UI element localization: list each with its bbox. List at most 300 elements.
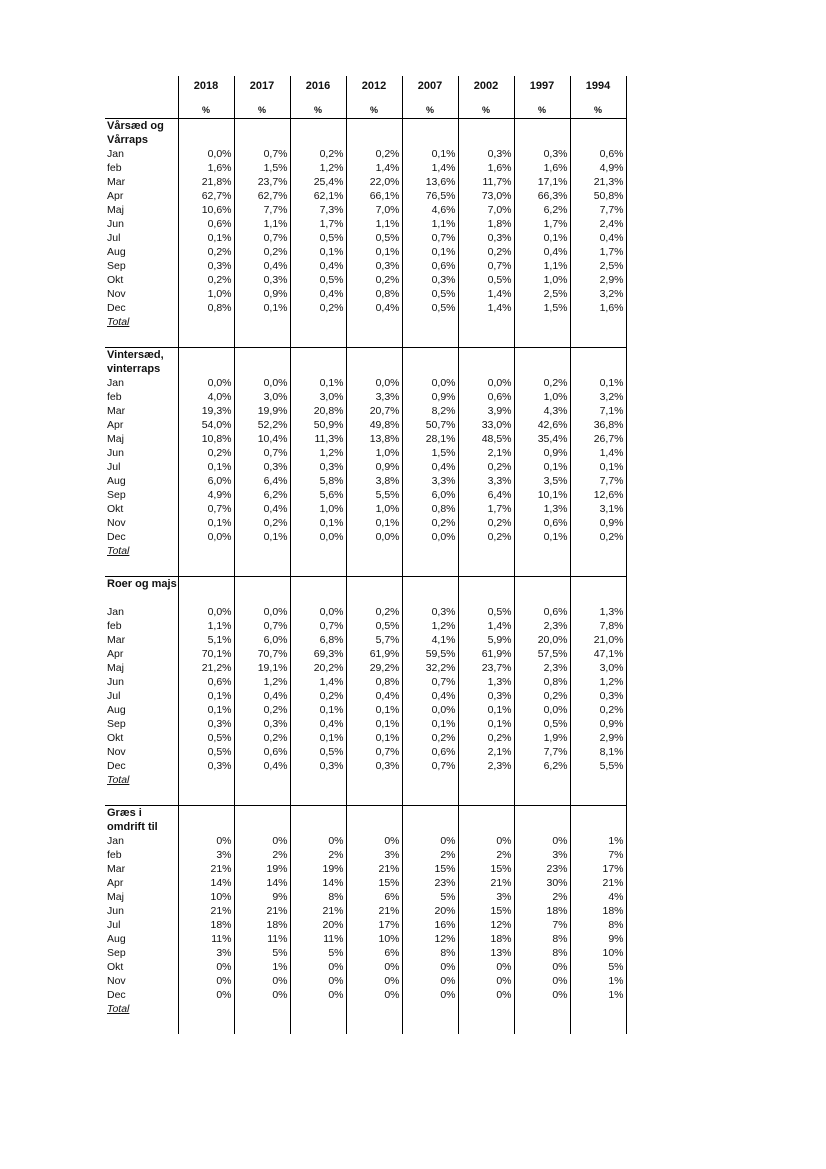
percentage-cell: 0% [290,834,346,848]
percentage-cell: 47,1% [570,647,626,661]
percentage-cell: 5,6% [290,488,346,502]
percentage-cell: 6,4% [458,488,514,502]
table-row [105,259,626,273]
percentage-cell: 0,3% [234,717,290,731]
table-row [105,147,626,161]
percentage-cell: 3% [178,946,234,960]
table-row [105,203,626,217]
year-header: 2018 [178,76,234,96]
table-row [105,404,626,418]
empty-cell [458,362,514,376]
percentage-cell: 0,4% [346,301,402,315]
month-label: Aug [107,933,126,945]
percentage-cell: 0,3% [402,273,458,287]
percentage-cell: 0,2% [290,301,346,315]
percentage-cell: 0,2% [458,731,514,745]
percentage-cell: 0,9% [402,390,458,404]
percentage-cell: 0,1% [346,245,402,259]
percentage-cell: 0% [346,960,402,974]
table-row [105,960,626,974]
table-row [105,745,626,759]
percentage-cell: 0,3% [458,689,514,703]
percentage-cell: 10% [178,890,234,904]
percentage-cell: 2,1% [458,745,514,759]
percentage-cell: 21% [458,876,514,890]
month-label: Apr [107,190,124,202]
empty-cell [514,119,570,134]
month-label: Dec [107,531,126,543]
percentage-cell: 7,8% [570,619,626,633]
empty-cell [234,787,290,806]
percentage-cell: 0% [290,974,346,988]
percentage-cell: 19% [234,862,290,876]
percentage-cell: 0,3% [346,259,402,273]
table-row [105,217,626,231]
table-row [105,446,626,460]
empty-cell [178,591,234,605]
percentage-cell: 1,5% [234,161,290,175]
percentage-cell: 23,7% [458,661,514,675]
empty-cell [402,591,458,605]
percentage-cell: 0% [458,974,514,988]
percentage-cell: 3% [178,848,234,862]
percentage-cell: 5% [402,890,458,904]
percentage-cell: 2% [458,848,514,862]
year-header: 2012 [346,76,402,96]
empty-cell [402,329,458,348]
percentage-cell: 23% [514,862,570,876]
empty-cell [234,348,290,363]
table-row [105,175,626,189]
percentage-cell: 17% [346,918,402,932]
empty-cell [514,329,570,348]
percentage-cell: 48,5% [458,432,514,446]
year-header: 2017 [234,76,290,96]
percentage-cell: 69,3% [290,647,346,661]
percentage-cell: 6,2% [514,203,570,217]
empty-cell [458,773,514,787]
month-label: Mar [107,405,126,417]
percentage-cell: 20% [402,904,458,918]
percentage-cell: 1,4% [458,287,514,301]
percentage-cell: 17% [570,862,626,876]
month-label: Okt [107,503,124,515]
percentage-cell: 17,1% [514,175,570,189]
total-label: Total [107,545,130,557]
percentage-cell: 0,1% [234,301,290,315]
percentage-cell: 19% [290,862,346,876]
unit-label: % [290,96,346,119]
percentage-cell: 0% [234,974,290,988]
empty-cell [234,773,290,787]
empty-cell [178,773,234,787]
percentage-cell: 22,0% [346,175,402,189]
percentage-cell: 7,1% [570,404,626,418]
percentage-cell: 0,3% [402,605,458,619]
empty-cell [346,544,402,558]
table-row [105,516,626,530]
percentage-cell: 0% [514,974,570,988]
percentage-cell: 4,1% [402,633,458,647]
empty-cell [570,544,626,558]
percentage-cell: 0,6% [402,259,458,273]
percentage-cell: 0,0% [402,530,458,544]
percentage-cell: 23,7% [234,175,290,189]
total-row [105,1002,626,1016]
table-row [105,717,626,731]
section-title-row [105,119,626,134]
empty-cell [514,362,570,376]
empty-cell [570,773,626,787]
percentage-cell: 0% [458,960,514,974]
month-label: Maj [107,433,124,445]
percentage-cell: 2% [234,848,290,862]
month-label: Aug [107,246,126,258]
percentage-cell: 19,3% [178,404,234,418]
empty-cell [514,773,570,787]
total-row [105,315,626,329]
percentage-cell: 0,6% [402,745,458,759]
percentage-cell: 6% [346,946,402,960]
percentage-cell: 8% [514,946,570,960]
percentage-cell: 21% [234,904,290,918]
empty-cell [346,787,402,806]
month-label: feb [107,620,122,632]
empty-cell [402,1016,458,1034]
empty-cell [234,315,290,329]
percentage-cell: 18% [458,932,514,946]
section-title-row [105,820,626,834]
percentage-cell: 0,6% [458,390,514,404]
percentage-cell: 0% [178,988,234,1002]
percentage-cell: 20,7% [346,404,402,418]
percentage-cell: 1% [570,834,626,848]
month-label: Jul [107,690,121,702]
percentage-cell: 2% [402,848,458,862]
empty-cell [514,348,570,363]
empty-cell [458,119,514,134]
month-label: Jan [107,835,124,847]
table-row [105,876,626,890]
percentage-cell: 1,6% [458,161,514,175]
percentage-cell: 0% [514,988,570,1002]
total-label: Total [107,316,130,328]
percentage-cell: 1,0% [514,390,570,404]
percentage-cell: 11,3% [290,432,346,446]
percentage-cell: 21% [346,862,402,876]
empty-cell [570,1016,626,1034]
empty-cell [570,348,626,363]
percentage-cell: 0,0% [514,703,570,717]
percentage-cell: 28,1% [402,432,458,446]
percentage-cell: 1,6% [178,161,234,175]
percentage-cell: 0,6% [570,147,626,161]
table-row [105,605,626,619]
percentage-cell: 62,1% [290,189,346,203]
percentage-cell: 0,7% [234,231,290,245]
table-row [105,301,626,315]
percentage-cell: 14% [234,876,290,890]
percentage-cell: 6,2% [234,488,290,502]
percentage-cell: 5,1% [178,633,234,647]
percentage-cell: 0,1% [402,717,458,731]
percentage-cell: 7,0% [346,203,402,217]
empty-cell [178,806,234,821]
percentage-cell: 0,5% [290,273,346,287]
percentage-cell: 10% [346,932,402,946]
percentage-cell: 0,7% [234,446,290,460]
empty-cell [290,820,346,834]
section-title: vinterraps [107,363,161,375]
percentage-cell: 16% [402,918,458,932]
month-label: Nov [107,746,126,758]
empty-cell [178,544,234,558]
percentage-cell: 0% [402,834,458,848]
table-row [105,418,626,432]
percentage-cell: 9% [234,890,290,904]
percentage-cell: 21,2% [178,661,234,675]
empty-cell [290,591,346,605]
empty-cell [290,1002,346,1016]
percentage-cell: 0,8% [346,287,402,301]
empty-cell [290,133,346,147]
section-title-row [105,362,626,376]
section-title: Roer og majs [107,578,177,590]
percentage-cell: 3,2% [570,390,626,404]
percentage-cell: 1% [570,974,626,988]
percentage-cell: 0,5% [402,301,458,315]
empty-cell [514,1016,570,1034]
month-label: Dec [107,989,126,1001]
percentage-cell: 1,3% [514,502,570,516]
empty-cell [346,329,402,348]
empty-cell [290,119,346,134]
table-row [105,675,626,689]
percentage-cell: 2,5% [570,259,626,273]
month-label: Okt [107,274,124,286]
percentage-cell: 3% [514,848,570,862]
percentage-cell: 0,0% [458,376,514,390]
unit-corner [105,96,178,119]
month-label: Dec [107,760,126,772]
percentage-cell: 0,7% [402,231,458,245]
percentage-cell: 3,5% [514,474,570,488]
empty-cell [234,362,290,376]
percentage-cell: 1,1% [514,259,570,273]
section-title-row [105,806,626,821]
percentage-cell: 3,3% [346,390,402,404]
empty-cell [458,133,514,147]
empty-cell [514,133,570,147]
empty-cell [458,806,514,821]
empty-cell [346,820,402,834]
percentage-cell: 0,1% [346,717,402,731]
unit-label: % [514,96,570,119]
percentage-cell: 12% [402,932,458,946]
percentage-cell: 57,5% [514,647,570,661]
percentage-cell: 19,9% [234,404,290,418]
percentage-cell: 0% [514,960,570,974]
percentage-cell: 61,9% [458,647,514,661]
percentage-cell: 73,0% [458,189,514,203]
empty-cell [458,544,514,558]
percentage-cell: 0,5% [346,231,402,245]
percentage-cell: 4,9% [570,161,626,175]
percentage-cell: 0,4% [234,689,290,703]
empty-cell [290,544,346,558]
percentage-cell: 0,5% [514,717,570,731]
empty-cell [234,1016,290,1034]
percentage-cell: 0,2% [402,516,458,530]
empty-cell [346,773,402,787]
month-label: Mar [107,634,126,646]
percentage-cell: 0,5% [346,619,402,633]
empty-cell [570,787,626,806]
percentage-cell: 8% [290,890,346,904]
percentage-cell: 15% [402,862,458,876]
month-label: Maj [107,891,124,903]
month-label: feb [107,162,122,174]
percentage-cell: 18% [514,904,570,918]
percentage-cell: 0,7% [346,745,402,759]
percentage-cell: 1,3% [458,675,514,689]
percentage-cell: 0,5% [178,745,234,759]
percentage-cell: 0,4% [234,259,290,273]
percentage-cell: 0% [458,834,514,848]
empty-cell [570,133,626,147]
percentage-cell: 0,0% [178,605,234,619]
percentage-cell: 0,2% [514,376,570,390]
percentage-cell: 1,4% [458,301,514,315]
percentage-cell: 0,1% [570,376,626,390]
percentage-cell: 0,2% [458,460,514,474]
percentage-cell: 0,1% [458,703,514,717]
percentage-cell: 0,8% [514,675,570,689]
percentage-cell: 0,1% [178,689,234,703]
spacer-row [105,1016,626,1034]
percentage-cell: 4,9% [178,488,234,502]
percentage-cell: 0,1% [178,516,234,530]
month-label: feb [107,391,122,403]
month-label: Apr [107,419,124,431]
percentage-cell: 50,8% [570,189,626,203]
empty-cell [290,558,346,577]
percentage-cell: 1,0% [514,273,570,287]
percentage-cell: 0,5% [458,605,514,619]
empty-cell [570,329,626,348]
percentage-cell: 5,5% [346,488,402,502]
table-row [105,460,626,474]
percentage-cell: 0,5% [178,731,234,745]
empty-cell [514,544,570,558]
unit-label: % [570,96,626,119]
empty-cell [234,329,290,348]
total-row [105,544,626,558]
total-label: Total [107,1003,130,1015]
percentage-cell: 0,2% [458,516,514,530]
percentage-cell: 3,0% [570,661,626,675]
percentage-cell: 13,8% [346,432,402,446]
table-row [105,988,626,1002]
percentage-cell: 0,1% [458,717,514,731]
percentage-cell: 0,0% [402,376,458,390]
percentage-cell: 2,1% [458,446,514,460]
percentage-cell: 0% [346,988,402,1002]
section-title: Vintersæd, [107,349,164,361]
percentage-cell: 5% [234,946,290,960]
month-label: Sep [107,260,126,272]
table-row [105,890,626,904]
percentage-cell: 0,3% [458,231,514,245]
empty-cell [458,315,514,329]
percentage-cell: 0% [178,834,234,848]
percentage-cell: 4,3% [514,404,570,418]
percentage-cell: 0,1% [570,460,626,474]
percentage-cell: 54,0% [178,418,234,432]
percentage-cell: 12% [458,918,514,932]
unit-label: % [346,96,402,119]
percentage-cell: 1,1% [402,217,458,231]
percentage-cell: 59,5% [402,647,458,661]
month-label: Jan [107,377,124,389]
percentage-cell: 0,2% [290,147,346,161]
percentage-cell: 3,3% [402,474,458,488]
month-label: Maj [107,204,124,216]
percentage-cell: 0% [290,960,346,974]
empty-cell [570,1002,626,1016]
empty-cell [178,558,234,577]
percentage-cell: 0,4% [290,717,346,731]
empty-cell [402,577,458,592]
percentage-cell: 21% [346,904,402,918]
percentage-cell: 32,2% [402,661,458,675]
empty-cell [402,315,458,329]
month-label: Nov [107,975,126,987]
unit-row [105,96,626,119]
empty-cell [514,820,570,834]
percentage-cell: 0,2% [234,703,290,717]
spacer-cell [105,329,178,348]
percentage-cell: 1% [234,960,290,974]
year-header: 2016 [290,76,346,96]
empty-cell [458,820,514,834]
percentage-cell: 0% [178,960,234,974]
percentage-cell: 5,5% [570,759,626,773]
percentage-cell: 0,7% [234,147,290,161]
year-header: 1994 [570,76,626,96]
month-label: Jan [107,148,124,160]
percentage-cell: 15% [458,904,514,918]
empty-cell [290,806,346,821]
percentage-cell: 1,6% [514,161,570,175]
empty-cell [514,577,570,592]
empty-cell [402,1002,458,1016]
month-label: Dec [107,302,126,314]
month-label: Okt [107,732,124,744]
month-label: Jun [107,218,124,230]
percentage-cell: 0,1% [346,731,402,745]
empty-cell [178,329,234,348]
percentage-cell: 7,7% [234,203,290,217]
empty-cell [570,577,626,592]
table-row [105,834,626,848]
percentage-cell: 0,1% [514,460,570,474]
percentage-cell: 0,9% [570,717,626,731]
percentage-cell: 0,2% [346,147,402,161]
percentage-cell: 0,3% [346,759,402,773]
percentage-cell: 0,0% [178,376,234,390]
percentage-cell: 18% [570,904,626,918]
